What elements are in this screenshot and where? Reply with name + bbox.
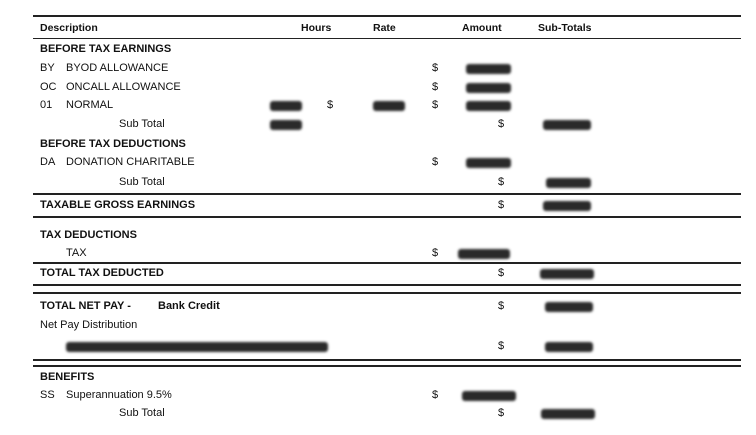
row-label: TAX — [66, 247, 87, 259]
row-code: 01 — [40, 99, 53, 111]
col-header-hours: Hours — [301, 22, 332, 34]
currency-symbol: $ — [498, 300, 505, 312]
redacted-hours — [270, 101, 302, 111]
redacted-subtotal — [541, 409, 595, 419]
redacted-bank-account — [66, 342, 328, 352]
section-rule — [33, 262, 741, 264]
net-pay-distribution-label: Net Pay Distribution — [40, 319, 138, 331]
redacted-subtotal — [546, 178, 591, 188]
currency-symbol: $ — [432, 62, 439, 74]
subtotal-label: Sub Total — [119, 118, 165, 130]
currency-symbol: $ — [432, 81, 439, 93]
currency-symbol: $ — [498, 407, 505, 419]
section-rule — [33, 216, 741, 218]
redacted-subtotal — [545, 342, 593, 352]
currency-symbol: $ — [432, 99, 439, 111]
section-title-taxable-gross: TAXABLE GROSS EARNINGS — [40, 199, 196, 211]
row-label: NORMAL — [66, 99, 114, 111]
section-rule — [33, 365, 741, 367]
redacted-amount — [466, 101, 511, 111]
section-title-before-tax-earnings: BEFORE TAX EARNINGS — [40, 43, 172, 55]
top-rule — [33, 15, 741, 17]
currency-symbol: $ — [498, 199, 505, 211]
section-rule — [33, 284, 741, 286]
header-rule — [33, 38, 741, 39]
redacted-subtotal — [543, 201, 591, 211]
section-title-total-tax: TOTAL TAX DEDUCTED — [40, 267, 164, 279]
section-rule — [33, 359, 741, 361]
subtotal-label: Sub Total — [119, 176, 165, 188]
section-title-tax-deductions: TAX DEDUCTIONS — [40, 229, 137, 241]
row-label: DONATION CHARITABLE — [66, 156, 195, 168]
section-title-net-pay: TOTAL NET PAY - — [40, 300, 131, 312]
section-title-benefits: BENEFITS — [40, 371, 95, 383]
subtotal-label: Sub Total — [119, 407, 165, 419]
row-code: SS — [40, 389, 55, 401]
redacted-amount — [462, 391, 516, 401]
net-pay-method: Bank Credit — [158, 300, 220, 312]
redacted-subtotal — [540, 269, 594, 279]
currency-symbol: $ — [498, 267, 505, 279]
currency-symbol: $ — [498, 118, 505, 130]
row-code: OC — [40, 81, 57, 93]
col-header-rate: Rate — [373, 22, 396, 34]
col-header-subtotals: Sub-Totals — [538, 22, 592, 34]
col-header-description: Description — [40, 22, 98, 34]
row-code: DA — [40, 156, 56, 168]
redacted-amount — [458, 249, 510, 259]
col-header-amount: Amount — [462, 22, 502, 34]
redacted-rate — [373, 101, 405, 111]
row-label: Superannuation 9.5% — [66, 389, 172, 401]
redacted-hours-subtotal — [270, 120, 302, 130]
redacted-subtotal — [543, 120, 591, 130]
redacted-amount — [466, 158, 511, 168]
currency-symbol: $ — [432, 247, 439, 259]
currency-symbol: $ — [432, 389, 439, 401]
redacted-amount — [466, 83, 511, 93]
currency-symbol: $ — [498, 176, 505, 188]
currency-symbol: $ — [498, 340, 505, 352]
currency-symbol: $ — [327, 99, 334, 111]
redacted-subtotal — [545, 302, 593, 312]
row-label: BYOD ALLOWANCE — [66, 62, 169, 74]
row-label: ONCALL ALLOWANCE — [66, 81, 181, 93]
redacted-amount — [466, 64, 511, 74]
row-code: BY — [40, 62, 55, 74]
section-rule — [33, 292, 741, 294]
currency-symbol: $ — [432, 156, 439, 168]
section-rule — [33, 193, 741, 195]
section-title-before-tax-deductions: BEFORE TAX DEDUCTIONS — [40, 138, 186, 150]
